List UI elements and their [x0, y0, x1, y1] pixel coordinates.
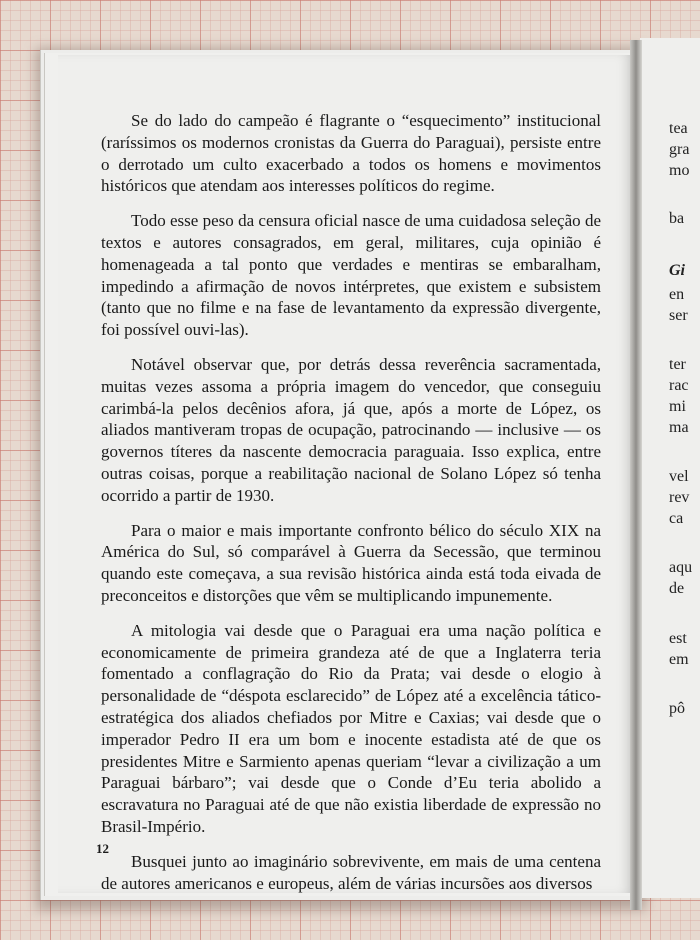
page-number: 12: [96, 841, 109, 856]
right-page-fragment: ser: [669, 307, 688, 324]
right-page-fragment: aqu: [669, 559, 693, 576]
right-page-fragment: pô: [669, 700, 685, 717]
right-page-fragment: em: [669, 651, 689, 668]
paragraph-3: Notável observar que, por detrás dessa reverência sacramentada, muitas vezes assoma a própria imagem do vencedor, que conseguiu carimbá-la pelos decênios afora, já que, após a morte de López, os aliados mantiveram tropas de ocupação, patrocinando — inclusive — os governos títeres da nascente democracia paraguaia. Isso explica, entre outras coisas, porque a reabilitação nacional de Solano López só tenha ocorrido a partir de 1930.: [101, 354, 601, 505]
right-page-fragment: ba: [669, 210, 685, 227]
right-page-fragment: gra: [669, 141, 690, 158]
paragraph-2: Todo esse peso da censura oficial nasce de uma cuidadosa seleção de textos e autores consagrados, em geral, militares, cuja opinião é homenageada a tal ponto que verdades e mentiras se embaralham, impedindo a afirmação de novos intérpretes, que existem e subsistem (tanto que no filme e na fase de levantamento da expressão divergente, foi possível ouvi-las).: [101, 211, 601, 340]
paragraph-4: Para o maior e mais importante confronto bélico do século XIX na América do Sul, só comparável à Guerra da Secessão, que terminou quando este começava, a sua revisão histórica ainda está toda eivada de preconceitos e distorções que vêm se multiplicando impunemente.: [101, 520, 601, 605]
right-page-fragment: ca: [669, 510, 684, 527]
right-page-fragment: est: [669, 630, 687, 647]
right-page-fragment: tea: [669, 120, 688, 137]
left-book-page: [58, 55, 633, 893]
right-page-fragment: ter: [669, 356, 686, 373]
right-page-fragment: rev: [669, 489, 690, 506]
right-page-fragment: vel: [669, 468, 689, 485]
right-page-fragment: ma: [669, 419, 689, 436]
book-gutter: [630, 40, 642, 910]
right-page-fragment: mi: [669, 398, 686, 415]
right-page-fragment: rac: [669, 377, 689, 394]
right-page-fragment: de: [669, 580, 685, 597]
paragraph-5: A mitologia vai desde que o Paraguai era uma nação política e economicamente de primeira grandeza até de que a Inglaterra teria fomentado a conflagração do Rio da Prata; vai desde o elogio à personalidade de “déspota esclarecido” de López até a excelência tático-estratégica dos aliados chefiados por Mitre e Caxias; vai desde que o imperador Pedro II era um bom e inocente estadista até de que os presidentes Mitre e Sarmiento apenas queriam “levar a civilização a um Paraguai bárbaro”; vai desde que o Conde d’Eu teria abolido a escravatura no Paraguai até de que não existia liberdade de expressão no Brasil-Império.: [101, 620, 601, 836]
paragraph-6: Busquei junto ao imaginário sobrevivente, em mais de uma centena de autores americanos e europeus, além de várias incursões aos diversos: [101, 851, 601, 893]
right-page-fragment: mo: [669, 162, 690, 179]
right-page-fragment: en: [669, 286, 685, 303]
right-book-page: [640, 38, 700, 898]
paragraph-1: Se do lado do campeão é flagrante o “esquecimento” institucional (raríssimos os modernos cronistas da Guerra do Paraguai), persiste entre o derrotado um culto exacerbado a todos os homens e movimentos históricos que atendam aos interesses políticos do regime.: [101, 111, 601, 196]
body-text: [101, 110, 601, 907]
right-page-fragment: Gi: [669, 262, 685, 279]
